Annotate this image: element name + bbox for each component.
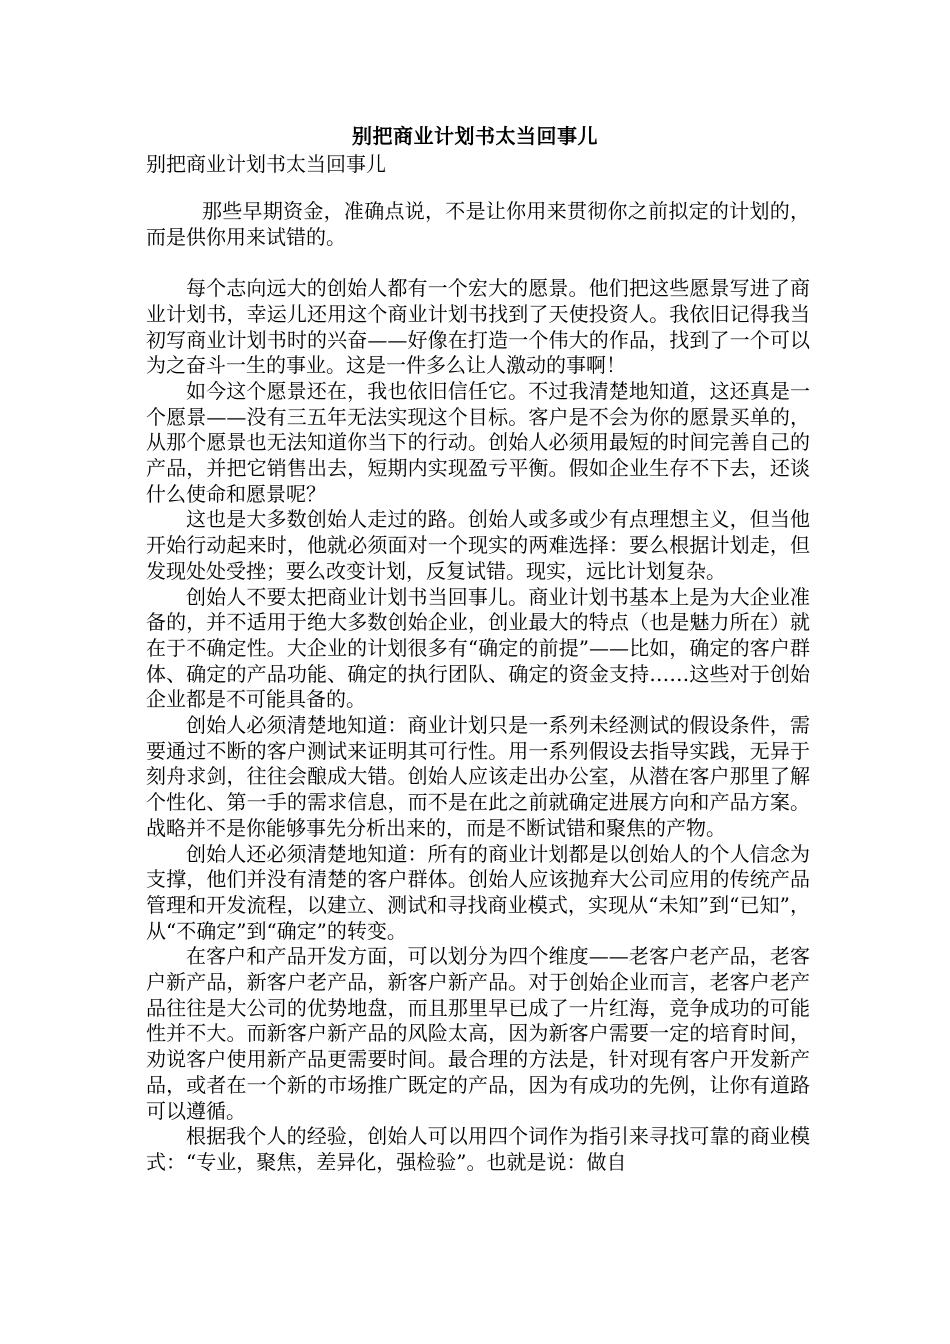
intro-paragraph: 那些早期资金，准确点说，不是让你用来贯彻你之前拟定的计划的，而是供你用来试错的。: [146, 199, 810, 249]
body-paragraph: 这也是大多数创始人走过的路。创始人或多或少有点理想主义，但当他开始行动起来时，他就必须面对一个现实的两难选择：要么根据计划走，但发现处处受挫；要么改变计划，反复试错。现实，远比计划复杂。: [146, 507, 810, 583]
body-paragraph: 创始人必须清楚地知道：商业计划只是一系列未经测试的假设条件，需要通过不断的客户测试来证明其可行性。用一系列假设去指导实践，无异于刻舟求剑，往往会酿成大错。创始人应该走出办公室，从潜在客户那里了解个性化、第一手的需求信息，而不是在此之前就确定进展方向和产品方案。战略并不是你能够事先分析出来的，而是不断试错和聚焦的产物。: [146, 713, 810, 840]
body-paragraph: 每个志向远大的创始人都有一个宏大的愿景。他们把这些愿景写进了商业计划书，幸运儿还用这个商业计划书找到了天使投资人。我依旧记得我当初写商业计划书时的兴奋——好像在打造一个伟大的作品，找到了一个可以为之奋斗一生的事业。这是一件多么让人激动的事啊！: [146, 276, 810, 378]
body-paragraph: 创始人还必须清楚地知道：所有的商业计划都是以创始人的个人信念为支撑，他们并没有清楚的客户群体。创始人应该抛弃大公司应用的传统产品管理和开发流程，以建立、测试和寻找商业模式，实现从“未知”到“已知”，从“不确定”到“确定”的转变。: [146, 841, 810, 943]
body-paragraph: 创始人不要太把商业计划书当回事儿。商业计划书基本上是为大企业准备的，并不适用于绝大多数创始企业，创业最大的特点（也是魅力所在）就在于不确定性。大企业的计划很多有“确定的前提”——比如，确定的客户群体、确定的产品功能、确定的执行团队、确定的资金支持……这些对于创始企业都是不可能具备的。: [146, 584, 810, 712]
document-subtitle: 别把商业计划书太当回事儿: [146, 152, 386, 176]
document-body: [146, 199, 810, 1176]
body-paragraph: 根据我个人的经验，创始人可以用四个词作为指引来寻找可靠的商业模式：“专业，聚焦，差异化，强检验”。也就是说：做自: [146, 1124, 810, 1174]
body-paragraph: 如今这个愿景还在，我也依旧信任它。不过我清楚地知道，这还真是一个愿景——没有三五年无法实现这个目标。客户是不会为你的愿景买单的，从那个愿景也无法知道你当下的行动。创始人必须用最短的时间完善自己的产品，并把它销售出去，短期内实现盈亏平衡。假如企业生存不下去，还谈什么使命和愿景呢？: [146, 378, 810, 506]
body-paragraph: 在客户和产品开发方面，可以划分为四个维度——老客户老产品，老客户新产品，新客户老产品，新客户新产品。对于创始企业而言，老客户老产品往往是大公司的优势地盘，而且那里早已成了一片红海，竞争成功的可能性并不大。而新客户新产品的风险太高，因为新客户需要一定的培育时间，劝说客户使用新产品更需要时间。最合理的方法是，针对现有客户开发新产品，或者在一个新的市场推广既定的产品，因为有成功的先例，让你有道路可以遵循。: [146, 944, 810, 1123]
document-title: 别把商业计划书太当回事儿: [352, 124, 598, 148]
